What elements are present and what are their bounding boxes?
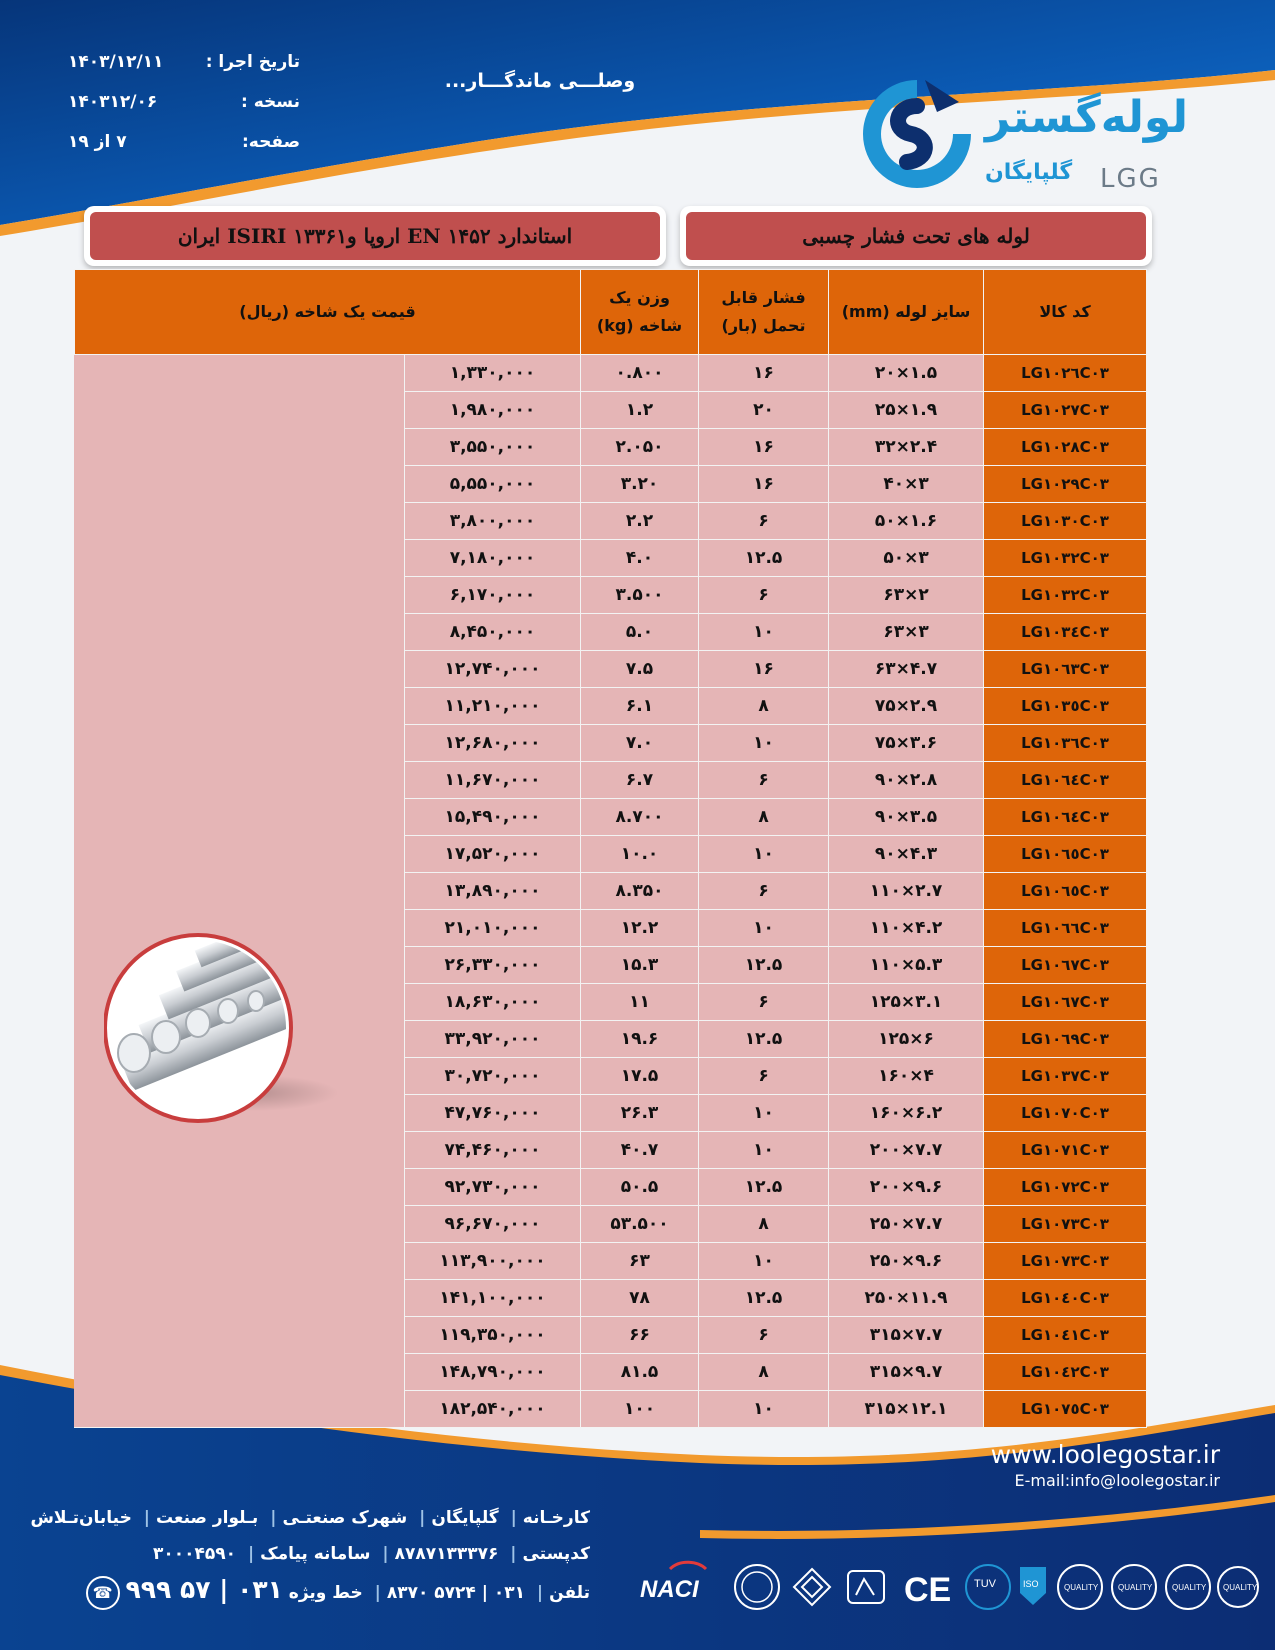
price-cell: ۷,۱۸۰,۰۰۰ xyxy=(405,540,581,577)
price-cell: ۱۲,۷۴۰,۰۰۰ xyxy=(405,651,581,688)
tuv-ice-icon xyxy=(966,1565,1010,1609)
pressure-cell: ۱۲.۵ xyxy=(699,947,829,984)
code-cell: LG۱۰۳٤C۰۳ xyxy=(984,614,1147,651)
price-cell: ۱۱۹,۳۵۰,۰۰۰ xyxy=(405,1317,581,1354)
weight-cell: ۶.۱ xyxy=(581,688,699,725)
code-cell: LG۱۰۳٧C۰۳ xyxy=(984,1058,1147,1095)
pressure-cell: ۱۰ xyxy=(699,1243,829,1280)
price-cell: ۱۴۸,۷۹۰,۰۰۰ xyxy=(405,1354,581,1391)
certification-logos xyxy=(640,1555,1260,1615)
phone-icon: ☎ xyxy=(86,1576,120,1610)
price-cell: ۱۴۱,۱۰۰,۰۰۰ xyxy=(405,1280,581,1317)
size-cell: ۹۰×۲.۸ xyxy=(829,762,984,799)
weight-cell: ۸.۷۰۰ xyxy=(581,799,699,836)
size-cell: ۱۱۰×۵.۳ xyxy=(829,947,984,984)
price-cell: ۷۴,۴۶۰,۰۰۰ xyxy=(405,1132,581,1169)
weight-cell: ۶.۷ xyxy=(581,762,699,799)
size-cell: ۱۶۰×۶.۲ xyxy=(829,1095,984,1132)
code-cell: LG۱۰٧۲C۰۳ xyxy=(984,1169,1147,1206)
address-boulevard: بـلوار صنعت xyxy=(156,1508,259,1528)
product-title: لوله های تحت فشار چسبی xyxy=(686,212,1146,260)
header-size: سایز لوله (mm) xyxy=(829,270,984,355)
phone-label: تلفن xyxy=(549,1583,590,1603)
size-cell: ۲۵۰×۹.۶ xyxy=(829,1243,984,1280)
pressure-cell: ۱۰ xyxy=(699,910,829,947)
header-code: کد کالا xyxy=(984,270,1147,355)
code-cell: LG۱۰٦٤C۰۳ xyxy=(984,762,1147,799)
price-cell: ۲۶,۳۳۰,۰۰۰ xyxy=(405,947,581,984)
pressure-cell: ۱۶ xyxy=(699,355,829,392)
price-cell: ۸,۴۵۰,۰۰۰ xyxy=(405,614,581,651)
price-cell: ۱۱,۶۷۰,۰۰۰ xyxy=(405,762,581,799)
hotline-label: خط ویژه xyxy=(288,1583,363,1603)
pressure-cell: ۶ xyxy=(699,1317,829,1354)
pressure-cell: ۱۲.۵ xyxy=(699,1280,829,1317)
iran-standard-icon xyxy=(848,1571,884,1603)
pressure-cell: ۱۶ xyxy=(699,466,829,503)
size-cell: ۲۵۰×۷.۷ xyxy=(829,1206,984,1243)
pressure-cell: ۱۲.۵ xyxy=(699,1021,829,1058)
footer-contact-web xyxy=(960,1440,1220,1490)
code-cell: LG۱۰۳۲C۰۳ xyxy=(984,577,1147,614)
price-cell: ۳۰,۷۲۰,۰۰۰ xyxy=(405,1058,581,1095)
svg-text:ISO: ISO xyxy=(1023,1579,1039,1589)
price-cell: ۱,۹۸۰,۰۰۰ xyxy=(405,392,581,429)
pressure-cell: ۱۰ xyxy=(699,1095,829,1132)
code-cell: LG۱۰۲٨C۰۳ xyxy=(984,429,1147,466)
footer-address xyxy=(30,1500,590,1608)
weight-cell: ۶۶ xyxy=(581,1317,699,1354)
size-cell: ۱۱۰×۲.۷ xyxy=(829,873,984,910)
price-cell: ۲۱,۰۱۰,۰۰۰ xyxy=(405,910,581,947)
price-cell: ۱۷,۵۲۰,۰۰۰ xyxy=(405,836,581,873)
weight-cell: ۷.۵ xyxy=(581,651,699,688)
size-cell: ۲۵۰×۱۱.۹ xyxy=(829,1280,984,1317)
header-pressure: فشار قابل تحمل (بار) xyxy=(699,270,829,355)
price-cell: ۶,۱۷۰,۰۰۰ xyxy=(405,577,581,614)
size-cell: ۷۵×۲.۹ xyxy=(829,688,984,725)
sms-value: ۳۰۰۰۴۵۹۰ xyxy=(153,1544,237,1564)
svg-text:TUV: TUV xyxy=(974,1578,996,1590)
size-cell: ۳۱۵×۹.۷ xyxy=(829,1354,984,1391)
weight-cell: ۱۵.۳ xyxy=(581,947,699,984)
weight-cell: ۵.۰ xyxy=(581,614,699,651)
code-cell: LG۱۰٧٥C۰۳ xyxy=(984,1391,1147,1428)
company-logo xyxy=(855,72,1195,202)
iso-shield-icon xyxy=(1020,1567,1046,1605)
price-cell: ۱۵,۴۹۰,۰۰۰ xyxy=(405,799,581,836)
document-info xyxy=(60,42,300,162)
code-cell: LG۱۰٦٩C۰۳ xyxy=(984,1021,1147,1058)
product-image-cell xyxy=(75,355,405,1428)
pressure-cell: ۶ xyxy=(699,577,829,614)
quality-seal-icon xyxy=(1058,1565,1102,1609)
code-cell: LG۱۰۳۰C۰۳ xyxy=(984,503,1147,540)
header-weight: وزن یک شاخه (kg) xyxy=(581,270,699,355)
pressure-cell: ۶ xyxy=(699,762,829,799)
code-cell: LG۱۰٧۳C۰۳ xyxy=(984,1243,1147,1280)
logo-mark-icon xyxy=(855,72,980,197)
pressure-cell: ۱۲.۵ xyxy=(699,1169,829,1206)
price-cell: ۱۸۲,۵۴۰,۰۰۰ xyxy=(405,1391,581,1428)
size-cell: ۶۳×۳ xyxy=(829,614,984,651)
code-cell: LG۱۰٤۲C۰۳ xyxy=(984,1354,1147,1391)
size-cell: ۱۲۵×۳.۱ xyxy=(829,984,984,1021)
weight-cell: ۸۱.۵ xyxy=(581,1354,699,1391)
weight-cell: ۱۲.۲ xyxy=(581,910,699,947)
code-cell: LG۱۰۳۲C۰۳ xyxy=(984,540,1147,577)
size-cell: ۷۵×۳.۶ xyxy=(829,725,984,762)
table-header-row xyxy=(75,270,1147,355)
version-label: نسخه : xyxy=(241,92,300,112)
code-cell: LG۱۰٦٥C۰۳ xyxy=(984,873,1147,910)
size-cell: ۱۶۰×۴ xyxy=(829,1058,984,1095)
code-cell: LG۱۰٦٤C۰۳ xyxy=(984,799,1147,836)
weight-cell: ۲.۲ xyxy=(581,503,699,540)
pressure-cell: ۱۶ xyxy=(699,429,829,466)
weight-cell: ۶۳ xyxy=(581,1243,699,1280)
product-banner xyxy=(680,206,1152,266)
code-cell: LG۱۰۲٦C۰۳ xyxy=(984,355,1147,392)
pressure-cell: ۱۶ xyxy=(699,651,829,688)
code-cell: LG۱۰٤۱C۰۳ xyxy=(984,1317,1147,1354)
svg-text:QUALITY: QUALITY xyxy=(1223,1583,1258,1592)
weight-cell: ۱.۲ xyxy=(581,392,699,429)
price-cell: ۹۶,۶۷۰,۰۰۰ xyxy=(405,1206,581,1243)
slogan: وصلـــی ماندگـــار... xyxy=(444,70,636,92)
size-cell: ۴۰×۳ xyxy=(829,466,984,503)
standard-mark-icon xyxy=(794,1569,830,1605)
code-cell: LG۱۰٦٧C۰۳ xyxy=(984,947,1147,984)
size-cell: ۲۰۰×۷.۷ xyxy=(829,1132,984,1169)
svg-text:QUALITY: QUALITY xyxy=(1172,1583,1207,1592)
weight-cell: ۸.۳۵۰ xyxy=(581,873,699,910)
pressure-cell: ۶ xyxy=(699,503,829,540)
phone-value: ۰۳۱ | ۵۷۲۴ ۸۳۷۰ xyxy=(386,1583,525,1603)
email-link[interactable]: E-mail:info@loolegostar.ir xyxy=(1014,1471,1220,1490)
factory-label: کارخـانه xyxy=(522,1508,590,1528)
svg-text:QUALITY: QUALITY xyxy=(1064,1583,1099,1592)
pressure-cell: ۱۲.۵ xyxy=(699,540,829,577)
weight-cell: ۱۷.۵ xyxy=(581,1058,699,1095)
weight-cell: ۴.۰ xyxy=(581,540,699,577)
price-cell: ۳,۸۰۰,۰۰۰ xyxy=(405,503,581,540)
size-cell: ۱۲۵×۶ xyxy=(829,1021,984,1058)
price-cell: ۱۲,۶۸۰,۰۰۰ xyxy=(405,725,581,762)
size-cell: ۲۵×۱.۹ xyxy=(829,392,984,429)
header-price: قیمت یک شاخه (ریال) xyxy=(75,270,581,355)
info-row-version xyxy=(60,82,300,122)
svg-text:NACI: NACI xyxy=(640,1576,699,1603)
code-cell: LG۱۰٦٥C۰۳ xyxy=(984,836,1147,873)
ce-mark-icon: CE xyxy=(904,1571,952,1609)
website-link[interactable]: www.loolegostar.ir xyxy=(990,1440,1220,1469)
weight-cell: ۱۱ xyxy=(581,984,699,1021)
info-row-page xyxy=(60,122,300,162)
weight-cell: ۱۰۰ xyxy=(581,1391,699,1428)
size-cell: ۳۲×۲.۴ xyxy=(829,429,984,466)
pressure-cell: ۸ xyxy=(699,799,829,836)
code-cell: LG۱۰٧۰C۰۳ xyxy=(984,1095,1147,1132)
postal-label: کدپستی xyxy=(522,1544,590,1564)
size-cell: ۶۳×۴.۷ xyxy=(829,651,984,688)
pressure-cell: ۶ xyxy=(699,984,829,1021)
weight-cell: ۴۰.۷ xyxy=(581,1132,699,1169)
standard-title: استاندارد EN ۱۴۵۲ اروپا و۱۳۳۶۱ ISIRI ایران xyxy=(90,212,660,260)
code-cell: LG۱۰٦٦C۰۳ xyxy=(984,910,1147,947)
page-label: صفحه: xyxy=(241,132,300,152)
pressure-cell: ۱۰ xyxy=(699,614,829,651)
info-row-date xyxy=(60,42,300,82)
table-row xyxy=(75,355,1147,392)
size-cell: ۶۳×۲ xyxy=(829,577,984,614)
code-cell: LG۱۰۳٦C۰۳ xyxy=(984,725,1147,762)
price-table xyxy=(74,269,1147,1428)
phone-line: تلفن| ۰۳۱ | ۵۷۲۴ ۸۳۷۰| خط ویژه ۰۳۱ | ۵۷ ۹۹۹ ☎ xyxy=(50,1572,590,1608)
weight-cell: ۱۹.۶ xyxy=(581,1021,699,1058)
weight-cell: ۵۰.۵ xyxy=(581,1169,699,1206)
postal-line: کدپستی| ۸۷۸۷۱۳۳۳۷۶| سامانه پیامک| ۳۰۰۰۴۵۹۰ xyxy=(153,1544,590,1564)
price-cell: ۵,۵۵۰,۰۰۰ xyxy=(405,466,581,503)
weight-cell: ۷.۰ xyxy=(581,725,699,762)
code-cell: LG۱۰٦۳C۰۳ xyxy=(984,651,1147,688)
pressure-cell: ۶ xyxy=(699,873,829,910)
pressure-cell: ۸ xyxy=(699,688,829,725)
hotline-value: ۰۳۱ | ۵۷ ۹۹۹ xyxy=(125,1575,283,1604)
sms-label: سامانه پیامک xyxy=(260,1544,371,1564)
pressure-cell: ۱۰ xyxy=(699,725,829,762)
size-cell: ۲۰×۱.۵ xyxy=(829,355,984,392)
weight-cell: ۲.۰۵۰ xyxy=(581,429,699,466)
price-cell: ۱۱۳,۹۰۰,۰۰۰ xyxy=(405,1243,581,1280)
weight-cell: ۷۸ xyxy=(581,1280,699,1317)
pressure-cell: ۶ xyxy=(699,1058,829,1095)
pipe-product-image xyxy=(104,933,340,1123)
size-cell: ۹۰×۳.۵ xyxy=(829,799,984,836)
size-cell: ۵۰×۳ xyxy=(829,540,984,577)
code-cell: LG۱۰٤۰C۰۳ xyxy=(984,1280,1147,1317)
address-line: کارخـانه| گلپایگان| شهرک صنعتـی| بـلوار صنعت| خیابان‌تـلاش xyxy=(30,1508,590,1528)
size-cell: ۱۱۰×۴.۲ xyxy=(829,910,984,947)
quality-seal-icon xyxy=(1112,1565,1156,1609)
standard-banner xyxy=(84,206,666,266)
size-cell: ۵۰×۱.۶ xyxy=(829,503,984,540)
quality-seal-icon xyxy=(1166,1565,1210,1609)
page-value: ۷ از ۱۹ xyxy=(68,132,127,152)
size-cell: ۳۱۵×۷.۷ xyxy=(829,1317,984,1354)
price-cell: ۱۸,۶۳۰,۰۰۰ xyxy=(405,984,581,1021)
code-cell: LG۱۰۳٥C۰۳ xyxy=(984,688,1147,725)
agriculture-seal-icon xyxy=(735,1565,779,1609)
weight-cell: ۱۰.۰ xyxy=(581,836,699,873)
execution-date-label: تاریخ اجرا : xyxy=(205,52,300,72)
size-cell: ۳۱۵×۱۲.۱ xyxy=(829,1391,984,1428)
price-cell: ۳,۵۵۰,۰۰۰ xyxy=(405,429,581,466)
weight-cell: ۵۳.۵۰۰ xyxy=(581,1206,699,1243)
logo-abbr: LGG xyxy=(1100,164,1161,194)
pressure-cell: ۱۰ xyxy=(699,836,829,873)
svg-text:QUALITY: QUALITY xyxy=(1118,1583,1153,1592)
price-cell: ۴۷,۷۶۰,۰۰۰ xyxy=(405,1095,581,1132)
price-cell: ۹۲,۷۳۰,۰۰۰ xyxy=(405,1169,581,1206)
size-cell: ۲۰۰×۹.۶ xyxy=(829,1169,984,1206)
table-body xyxy=(75,355,1147,1428)
execution-date-value: ۱۴۰۳/۱۲/۱۱ xyxy=(68,52,164,72)
price-cell: ۱۱,۲۱۰,۰۰۰ xyxy=(405,688,581,725)
address-street: خیابان‌تـلاش xyxy=(30,1508,132,1528)
address-city: گلپایگان xyxy=(431,1508,499,1528)
code-cell: LG۱۰٧۳C۰۳ xyxy=(984,1206,1147,1243)
pressure-cell: ۱۰ xyxy=(699,1391,829,1428)
postal-value: ۸۷۸۷۱۳۳۳۷۶ xyxy=(394,1544,499,1564)
pressure-cell: ۱۰ xyxy=(699,1132,829,1169)
address-town: شهرک صنعتـی xyxy=(282,1508,408,1528)
code-cell: LG۱۰۲٩C۰۳ xyxy=(984,466,1147,503)
price-cell: ۱۳,۸۹۰,۰۰۰ xyxy=(405,873,581,910)
pressure-cell: ۲۰ xyxy=(699,392,829,429)
weight-cell: ۲۶.۳ xyxy=(581,1095,699,1132)
size-cell: ۹۰×۴.۳ xyxy=(829,836,984,873)
logo-name: لوله‌گستر xyxy=(985,92,1189,143)
logo-subtitle: گلپایگان xyxy=(985,160,1073,185)
version-value: ۱۴۰۳۱۲/۰۶ xyxy=(68,92,158,112)
price-cell: ۱,۳۳۰,۰۰۰ xyxy=(405,355,581,392)
code-cell: LG۱۰٧۱C۰۳ xyxy=(984,1132,1147,1169)
weight-cell: ۳.۲۰ xyxy=(581,466,699,503)
code-cell: LG۱۰۲٧C۰۳ xyxy=(984,392,1147,429)
pressure-cell: ۸ xyxy=(699,1206,829,1243)
code-cell: LG۱۰٦٧C۰۳ xyxy=(984,984,1147,1021)
weight-cell: ۰.۸۰۰ xyxy=(581,355,699,392)
weight-cell: ۳.۵۰۰ xyxy=(581,577,699,614)
quality-seal-icon xyxy=(1218,1567,1258,1607)
pressure-cell: ۸ xyxy=(699,1354,829,1391)
price-cell: ۳۳,۹۲۰,۰۰۰ xyxy=(405,1021,581,1058)
naci-logo-icon xyxy=(640,1562,706,1603)
